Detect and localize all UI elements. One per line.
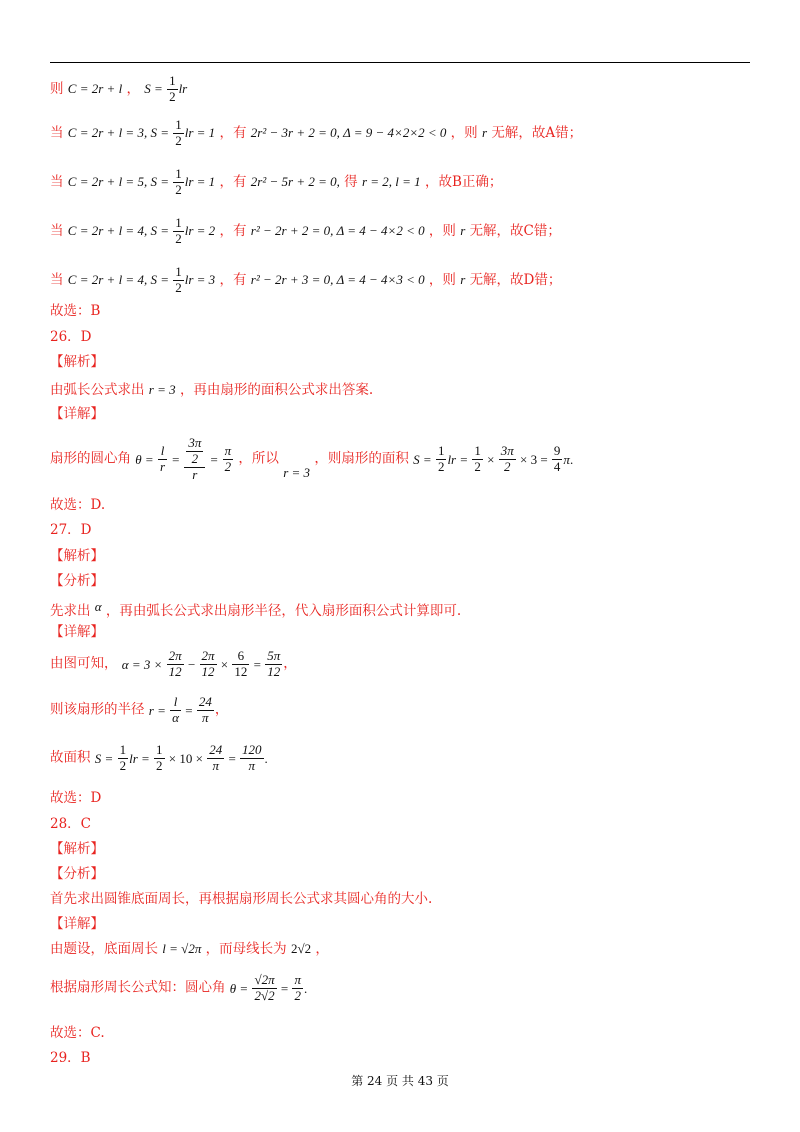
formula: =	[225, 750, 240, 766]
text: ，故B正确；	[424, 173, 503, 190]
line-27	[50, 942, 329, 957]
text: 根据扇形周长公式知：圆心角	[50, 979, 226, 996]
text: 由弧长公式求出	[50, 382, 145, 398]
formula: lr = 1	[184, 124, 216, 140]
formula-solution: r = 2, l = 1	[361, 173, 421, 189]
formula: lr = 1	[184, 173, 216, 189]
formula: × 10 ×	[165, 750, 207, 766]
text: ，	[283, 655, 297, 672]
formula: C = 2r + l = 4, S =	[67, 222, 173, 238]
formula-alpha: α	[94, 599, 102, 614]
formula: lr = 3	[184, 271, 216, 287]
section-heading: 【分析】	[50, 573, 104, 589]
line-11	[50, 436, 573, 483]
text: ，再由弧长公式求出扇形半径，代入扇形面积公式计算即可.	[105, 603, 462, 619]
formula: l = √2π	[162, 941, 202, 956]
fraction: $\frac{l}{r}$	[159, 442, 166, 474]
fraction: $\frac{2\pi}{12}$	[168, 648, 182, 679]
page-footer: 第 24 页 共 43 页	[351, 1074, 449, 1088]
formula: =	[168, 451, 184, 467]
question-number: 29．B	[50, 1050, 91, 1066]
formula: =	[181, 702, 196, 718]
formula: r = 3	[283, 464, 311, 480]
formula: =	[250, 656, 265, 672]
formula: lr =	[129, 750, 154, 766]
fraction: $\frac{1}{2}$	[175, 166, 182, 197]
formula-equation: 2r² − 5r + 2 = 0,	[250, 173, 340, 189]
text: 无解，故A错；	[491, 124, 583, 141]
text: 则	[50, 80, 64, 97]
formula: ×	[483, 451, 498, 467]
formula: ×	[217, 656, 232, 672]
fraction: $\frac{\pi}{2}$	[224, 442, 232, 474]
formula: .	[303, 980, 308, 996]
answer-line: 故选：B	[50, 303, 101, 319]
formula: π	[563, 451, 570, 467]
formula: r = 3	[148, 382, 176, 397]
formula-c: C = 2r + l	[67, 80, 123, 96]
formula: C = 2r + l = 4, S =	[67, 271, 173, 287]
fraction: $\frac{24}{\pi}$	[198, 694, 212, 725]
formula: C = 2r + l = 5, S =	[67, 173, 173, 189]
line-18	[50, 649, 297, 680]
text: ，则扇形的面积	[314, 450, 409, 467]
line-1	[50, 74, 187, 105]
line-2	[50, 118, 582, 149]
fraction: $\frac{9}{4}$	[553, 442, 561, 474]
line-16	[50, 600, 461, 619]
formula-s: S =	[144, 80, 167, 96]
formula: .	[569, 451, 574, 467]
fraction: $\frac{l}{\alpha}$	[172, 694, 179, 725]
fraction: $\frac{120}{\pi}$	[242, 742, 262, 773]
fraction: $\frac{1}{2}$	[169, 73, 176, 104]
text: 由题设，底面周长	[50, 941, 158, 957]
line-9	[50, 383, 373, 398]
formula: lr =	[447, 451, 472, 467]
text: 无解，故C错；	[469, 222, 561, 239]
question-number: 27．D	[50, 522, 92, 538]
text: 由图可知，	[50, 655, 118, 672]
text: 当	[50, 271, 64, 288]
section-heading: 【详解】	[50, 406, 104, 422]
text: ，有	[219, 222, 247, 239]
formula: S =	[413, 451, 435, 467]
fraction: $\frac{\pi}{2}$	[294, 972, 301, 1003]
analysis-text: 首先求出圆锥底面周长，再根据扇形周长公式求其圆心角的大小.	[50, 891, 433, 907]
line-4	[50, 216, 561, 247]
formula-equation: 2r² − 3r + 2 = 0, Δ = 9 − 4×2×2 < 0	[250, 124, 447, 140]
text: ，再由扇形的面积公式求出答案.	[179, 382, 374, 398]
formula: =	[206, 451, 222, 467]
text: 当	[50, 173, 64, 190]
line-3	[50, 167, 502, 198]
formula: =	[277, 980, 292, 996]
compound-fraction: $\frac{\frac{3\pi}{2}}{r}$	[184, 436, 205, 483]
fraction: $\frac{1}{2}$	[175, 264, 182, 295]
line-20	[50, 743, 268, 774]
formula: θ =	[135, 451, 157, 467]
formula: S =	[94, 750, 117, 766]
fraction: $\frac{√2\pi}{2√2}$	[254, 972, 275, 1003]
section-heading: 【解析】	[50, 354, 104, 370]
fraction: $\frac{1}{2}$	[437, 442, 445, 474]
formula: .	[264, 750, 268, 766]
question-number: 28．C	[50, 816, 92, 832]
formula: α = 3 ×	[121, 656, 166, 672]
formula: × 3 =	[516, 451, 551, 467]
text: ，则	[428, 271, 456, 288]
text: ，而母线长为	[205, 941, 287, 957]
section-heading: 【详解】	[50, 916, 104, 932]
answer-line: 故选：D.	[50, 497, 106, 513]
text: 扇形的圆心角	[50, 450, 131, 467]
text: ，	[315, 941, 329, 957]
formula: θ =	[229, 980, 252, 996]
section-heading: 【解析】	[50, 841, 104, 857]
fraction: $\frac{24}{\pi}$	[209, 742, 223, 773]
header-rule	[50, 62, 750, 63]
fraction: $\frac{2\pi}{12}$	[201, 648, 215, 679]
text: ，有	[219, 271, 247, 288]
text: 得	[344, 173, 358, 190]
text: 先求出	[50, 603, 91, 619]
section-heading: 【详解】	[50, 624, 104, 640]
text: ，有	[219, 173, 247, 190]
text: 则该扇形的半径	[50, 701, 145, 718]
fraction: $\frac{3\pi}{2}$	[500, 442, 514, 474]
fraction: $\frac{1}{2}$	[156, 742, 163, 773]
fraction: $\frac{1}{2}$	[474, 442, 481, 474]
fraction: $\frac{5\pi}{12}$	[267, 648, 281, 679]
formula: 2√2	[290, 941, 312, 956]
text: ，	[126, 80, 140, 97]
line-28	[50, 973, 307, 1004]
formula: r =	[148, 702, 170, 718]
line-5	[50, 265, 561, 296]
fraction: $\frac{1}{2}$	[175, 215, 182, 246]
formula: lr = 2	[184, 222, 216, 238]
formula-r: r	[460, 222, 466, 238]
formula-s-lr: lr	[178, 80, 188, 96]
text: 当	[50, 124, 64, 141]
question-number: 26．D	[50, 329, 92, 345]
fraction: $\frac{1}{2}$	[119, 742, 127, 773]
answer-line: 故选：D	[50, 790, 102, 806]
formula-r: r	[481, 124, 488, 140]
answer-line: 故选：C.	[50, 1025, 105, 1041]
text: 故面积	[50, 749, 91, 766]
text: 当	[50, 222, 64, 239]
fraction: $\frac{6}{12}$	[234, 648, 248, 679]
formula-equation: r² − 2r + 3 = 0, Δ = 4 − 4×3 < 0	[250, 271, 425, 287]
formula-equation: r² − 2r + 2 = 0, Δ = 4 − 4×2 < 0	[250, 222, 425, 238]
formula: −	[184, 656, 199, 672]
text: ，	[214, 701, 229, 718]
text: ，则	[428, 222, 456, 239]
line-19	[50, 695, 228, 726]
text: ，所以	[238, 450, 279, 467]
text: 无解，故D错；	[469, 271, 562, 288]
fraction: $\frac{1}{2}$	[175, 117, 182, 148]
formula-r: r	[460, 271, 466, 287]
text: ，有	[219, 124, 247, 141]
text: ，则	[450, 124, 478, 141]
section-heading: 【解析】	[50, 548, 104, 564]
section-heading: 【分析】	[50, 866, 104, 882]
formula: C = 2r + l = 3, S =	[67, 124, 173, 140]
